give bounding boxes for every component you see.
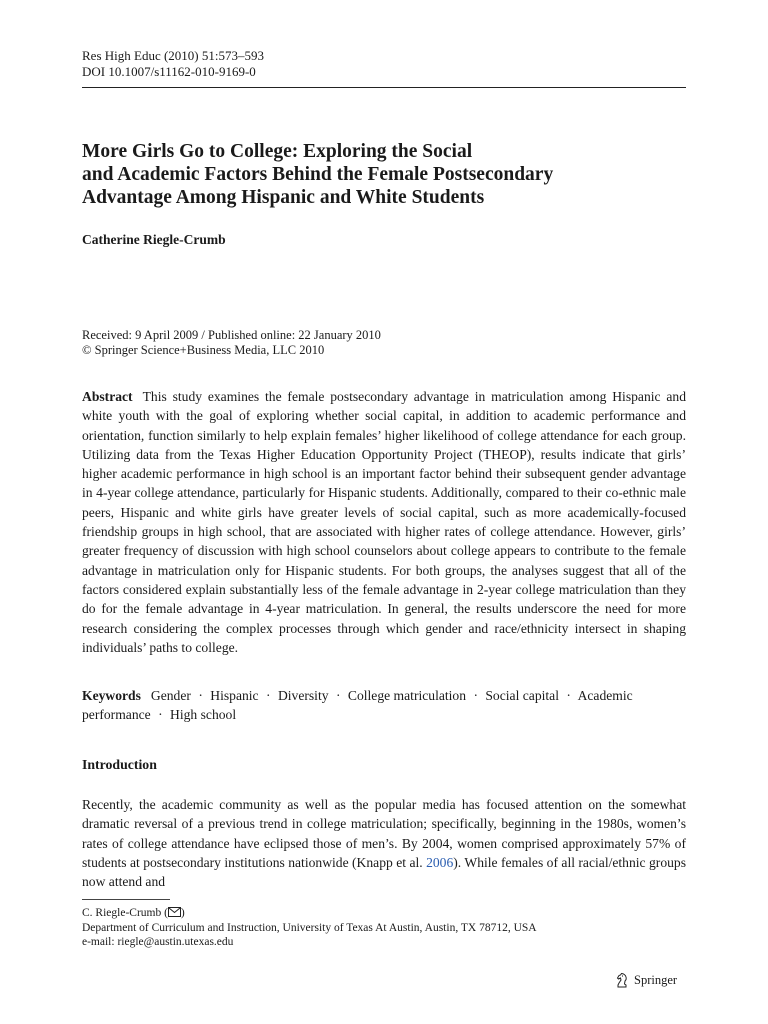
article-author: Catherine Riegle-Crumb [82, 232, 226, 247]
journal-reference [82, 48, 264, 80]
keyword-item: Diversity [277, 688, 329, 703]
publication-dates: Received: 9 April 2009 / Published online: 22 January 2010 [82, 328, 381, 342]
publisher-mark [614, 972, 677, 988]
citation-link[interactable]: 2006 [426, 854, 454, 870]
keyword-separator: · [158, 707, 163, 723]
keyword-item: Gender [150, 688, 191, 703]
keyword-separator: · [473, 688, 478, 703]
footnote-author: C. Riegle-Crumb ( [82, 907, 168, 919]
journal-citation: Res High Educ (2010) 51:573–593 [82, 48, 264, 63]
footnote-author-close: ) [180, 907, 185, 919]
copyright-notice: © Springer Science+Business Media, LLC 2010 [82, 343, 325, 357]
keyword-item: Academic performance [82, 688, 633, 723]
keyword-separator: · [566, 688, 571, 703]
abstract-label: Abstract [82, 389, 133, 404]
abstract [82, 387, 686, 657]
introduction-paragraph [82, 795, 686, 891]
footnote-author-line [82, 906, 686, 921]
title-line-3: Advantage Among Hispanic and White Students [82, 187, 485, 208]
keyword-item: Social capital [485, 688, 559, 703]
keyword-separator: · [335, 688, 341, 703]
abstract-text: This study examines the female postsecondary advantage in matriculation among Hispanic and white youth with the goal of exploring whether social capital, in addition to academic performance and orientation, function similarly to help explain females’ higher likelihood of college attendance for each group. Utilizing data from the Texas Higher Education Opportunity Project (THEOP), results indicate that girls’ higher academic performance in high school is an important factor behind their subsequent gender advantage in 4-year college attendance, particularly for Hispanic students. Additionally, compared to their co-ethnic male peers, Hispanic and white girls have greater levels of social capital, such as more academically-focused friendship groups in high school, that are associated with higher rates of college attendance. However, girls’ greater frequency of discussion with high school counselors about college appears to contribute to the female advantage in matriculation only for Hispanic students. For both groups, the analyses suggest that all of the factors considered explain substantially less of the female advantage in 2-year college matriculation than they do for the female advantage in 4-year matriculation. In general, the results underscore the need for more research considering the complex processes through which gender and race/ethnicity intersect in shaping individuals’ paths to college. [82, 389, 686, 655]
footnote-rule [82, 899, 170, 900]
intro-text-part2: ). While females of all racial/ethnic groups now attend and [82, 854, 686, 890]
keyword-item: High school [170, 707, 237, 723]
header-rule [82, 87, 686, 88]
title-line-2: and Academic Factors Behind the Female Postsecondary [82, 164, 554, 185]
keywords-label: Keywords [82, 688, 141, 703]
envelope-icon [168, 907, 181, 917]
keyword-separator: · [198, 688, 203, 703]
publisher-name: Springer [634, 972, 678, 987]
keyword-item: Hispanic [210, 688, 259, 703]
publication-info [82, 328, 381, 358]
journal-doi: DOI 10.1007/s11162-010-9169-0 [82, 64, 256, 79]
keyword-item: College matriculation [347, 688, 467, 703]
intro-text-part1: Recently, the academic community as well as the popular media has focused attention on the somewhat dramatic reversal of a previous trend in college matriculation; specifically, beginning in the 1980s, women’s rates of college attendance have eclipsed those of men’s. By 2004, women comprised approximately 57% of students at postsecondary institutions nationwide (Knapp et al. [82, 797, 686, 870]
keywords [82, 686, 686, 725]
title-line-1: More Girls Go to College: Exploring the Social [82, 141, 473, 162]
section-heading-introduction: Introduction [82, 757, 157, 772]
keywords-list [82, 688, 633, 722]
article-title [82, 140, 692, 209]
footnote-email: e-mail: riegle@austin.utexas.edu [82, 936, 234, 948]
keyword-separator: · [266, 688, 271, 703]
author-footnote [82, 906, 686, 950]
footnote-affiliation: Department of Curriculum and Instruction, University of Texas At Austin, Austin, TX 78712, USA [82, 921, 537, 934]
springer-knight-icon [614, 972, 630, 988]
